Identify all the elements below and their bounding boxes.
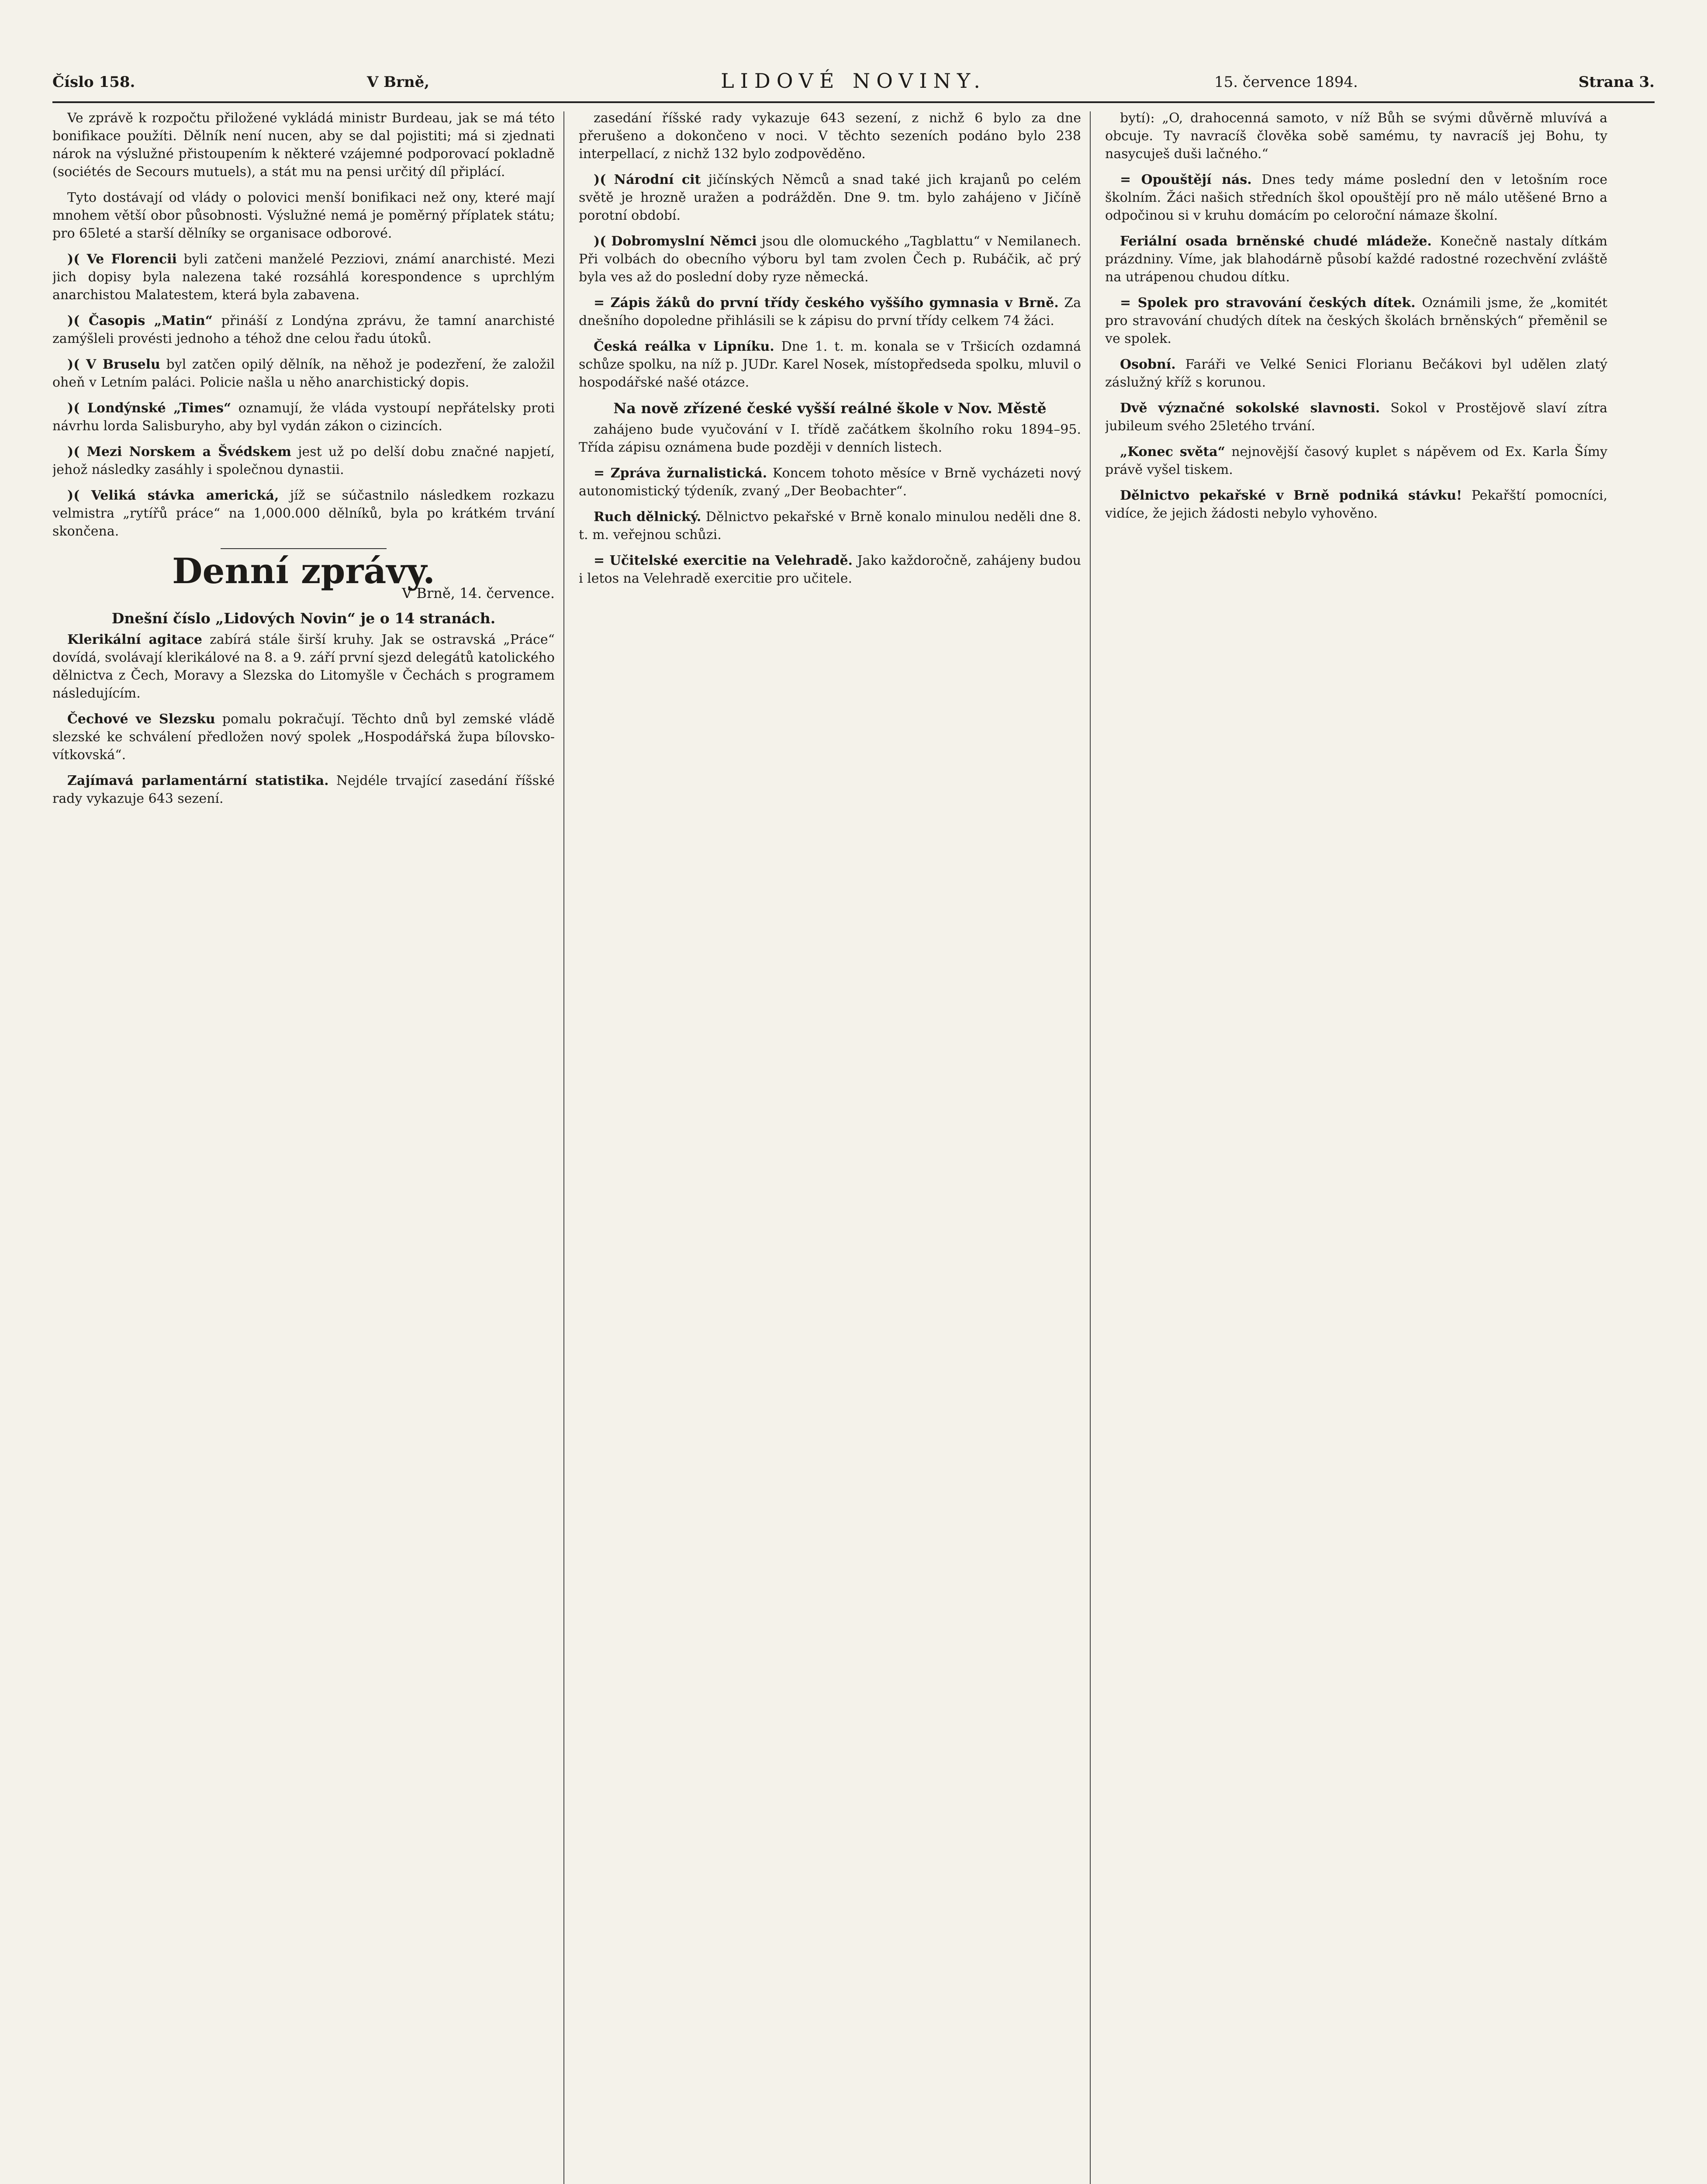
- section-divider: [221, 548, 387, 549]
- article: = Spolek pro stravování českých dítek. Oznámili jsme, že „komitét pro stravování chudých dítek na českých školách brněnských“ přeměnil se ve spolek.: [1105, 295, 1607, 346]
- article: Tyto dostávají od vlády o polovici menší bonifikaci než ony, které mají mnohem větší obor působnosti. Výslužné nemá je poměrný příplatek státu; pro 65leté a starší dělníky se organisace odborové.: [52, 190, 555, 241]
- article: )( Veliká stávka americká, jíž se súčastnilo následkem rozkazu velmistra „rytířů práce“ na 1,000.000 dělníků, byla po krátkém trvání skončena.: [52, 488, 555, 539]
- masthead-rule: [52, 101, 1655, 103]
- article: bytí): „O, drahocenná samoto, v níž Bůh se svými důvěrně mluvívá a obcuje. Ty navracíš člověka sobě samému, ty navracíš jej Bohu, ty nasycuješ duši lačného.“: [1105, 111, 1607, 162]
- article: )( Mezi Norskem a Švédskem jest už po delší dobu značné napjetí, jehož následky zasáhly i společnou dynastii.: [52, 444, 555, 477]
- article: )( Národní cit jičínských Němců a snad také jich krajanů po celém světě je hrozně uražen a podrážděn. Dne 9. tm. bylo zahájeno v Jičíně porotní období.: [579, 172, 1081, 223]
- dateline-city: V Brně,: [367, 73, 430, 91]
- article: )( Ve Florencii byli zatčeni manželé Pezziovi, známí anarchisté. Mezi jich dopisy byla nalezena také rozsáhlá korespondence s uprchlým anarchistou Malatestem, která byla zabavena.: [52, 252, 555, 303]
- lead-headline: Dnešní číslo „Lidových Novin“ je o 14 stranách.: [111, 610, 496, 627]
- article: = Opouštějí nás. Dnes tedy máme poslední den v letošním roce školním. Žáci našich středních škol opouštějí pro ně málo utěšené Brno a odpočinou si v kruhu domácím po celoroční námaze školní.: [1105, 172, 1607, 223]
- article: Česká reálka v Lipníku. Dne 1. t. m. konala se v Tršicích ozdamná schůze spolku, na níž p. JUDr. Karel Nosek, místopředseda spolku, mluvil o hospodářské našé otázce.: [579, 339, 1081, 390]
- article: )( Londýnské „Times“ oznamují, že vláda vystoupí nepřátelsky proti návrhu lorda Salisburyho, aby byl vydán zákon o cizincích.: [52, 401, 555, 434]
- article: Ve zprávě k rozpočtu přiložené vykládá ministr Burdeau, jak se má této bonifikace použíti. Dělník není nucen, aby se dal pojistiti; má si zjednati nárok na výslužné přistoupením k některé vzájemné podporovací pokladně (sociétés de Secours mutuels), a stát mu na pensi určitý díl připlácí.: [52, 111, 555, 180]
- article: )( Dobromyslní Němci jsou dle olomuckého „Tagblattu“ v Nemilanech. Při volbách do obecního výboru byl tam zvolen Čech p. Rubáčik, ač prý byla ves až do poslední doby ryze německá.: [579, 234, 1081, 285]
- center-headline: Na nově zřízené české vyšší reálné škole v Nov. Městě: [613, 400, 1047, 417]
- article: = Učitelské exercitie na Velehradě. Jako každoročně, zahájeny budou i letos na Velehradě exercitie pro učitele.: [579, 553, 1081, 586]
- article: )( Časopis „Matin“ přináší z Londýna zprávu, že tamní anarchisté zamýšleli provésti jednoho a téhož dne celou řadu útoků.: [52, 313, 555, 346]
- column-3: [1105, 109, 1607, 2184]
- article: )( V Bruselu byl zatčen opilý dělník, na něhož je podezření, že založil oheň v Letním paláci. Policie našla u něho anarchistický dopis.: [52, 357, 555, 390]
- issue-number: Číslo 158.: [52, 73, 135, 91]
- column-1: [52, 109, 555, 2184]
- column-divider: [563, 111, 564, 2184]
- article: Ruch dělnický. Dělnictvo pekařské v Brně konalo minulou neděli dne 8. t. m. veřejnou schůzi.: [579, 509, 1081, 543]
- article: „Konec světa“ nejnovější časový kuplet s nápěvem od Ex. Karla Šímy právě vyšel tiskem.: [1105, 444, 1607, 477]
- page-number: Strana 3.: [1578, 73, 1655, 91]
- column-divider: [1090, 111, 1091, 2184]
- newspaper-title: LIDOVÉ NOVINY.: [721, 69, 986, 93]
- masthead: [52, 66, 1655, 96]
- issue-date: 15. července 1894.: [1214, 73, 1358, 91]
- article: Osobní. Faráři ve Velké Senici Florianu Bečákovi byl udělen zlatý záslužný kříž s korunou.: [1105, 357, 1607, 390]
- article: = Zápis žáků do první třídy českého vyššího gymnasia v Brně. Za dnešního dopoledne přihlásili se k zápisu do první třídy celkem 74 žáci.: [579, 295, 1081, 328]
- column-2: [579, 109, 1081, 2184]
- article: Dvě význačné sokolské slavnosti. Sokol v Prostějově slaví zítra jubileum svého 25letého trvání.: [1105, 401, 1607, 434]
- article: = Zpráva žurnalistická. Koncem tohoto měsíce v Brně vycházeti nový autonomistický týdeník, zvaný „Der Beobachter“.: [579, 466, 1081, 499]
- article: Čechové ve Slezsku pomalu pokračují. Těchto dnů byl zemské vládě slezské ke schválení předložen nový spolek „Hospodářská župa bílovsko-vítkovská“.: [52, 712, 555, 763]
- section-title: Denní zprávy.: [172, 550, 435, 591]
- article: zasedání říšské rady vykazuje 643 sezení, z nichž 6 bylo za dne přerušeno a dokončeno v noci. V těchto sezeních podáno bylo 238 interpellací, z nichž 132 bylo zodpověděno.: [579, 111, 1081, 162]
- article: Zajímavá parlamentární statistika. Nejdéle trvající zasedání říšské rady vykazuje 643 sezení.: [52, 773, 555, 806]
- article: Feriální osada brněnské chudé mládeže. Konečně nastaly dítkám prázdniny. Víme, jak blahodárně působí každé radostné rozechvění zvláště na utrápenou chudou dítku.: [1105, 234, 1607, 285]
- article: zahájeno bude vyučování v I. třídě začátkem školního roku 1894–95. Třída zápisu oznámena bude později v denních listech.: [579, 422, 1081, 455]
- article: Klerikální agitace zabírá stále širší kruhy. Jak se ostravská „Práce“ dovídá, svolávají klerikálové na 8. a 9. září první sjezd delegátů katolického dělnictva z Čech, Moravy a Slezska do Litomyšle v Čechách s programem následujícím.: [52, 632, 555, 701]
- article: Dělnictvo pekařské v Brně podniká stávku! Pekařští pomocníci, vidíce, že jejich žádosti nebylo vyhověno.: [1105, 488, 1607, 521]
- section-dateline: V Brně, 14. července.: [402, 585, 555, 601]
